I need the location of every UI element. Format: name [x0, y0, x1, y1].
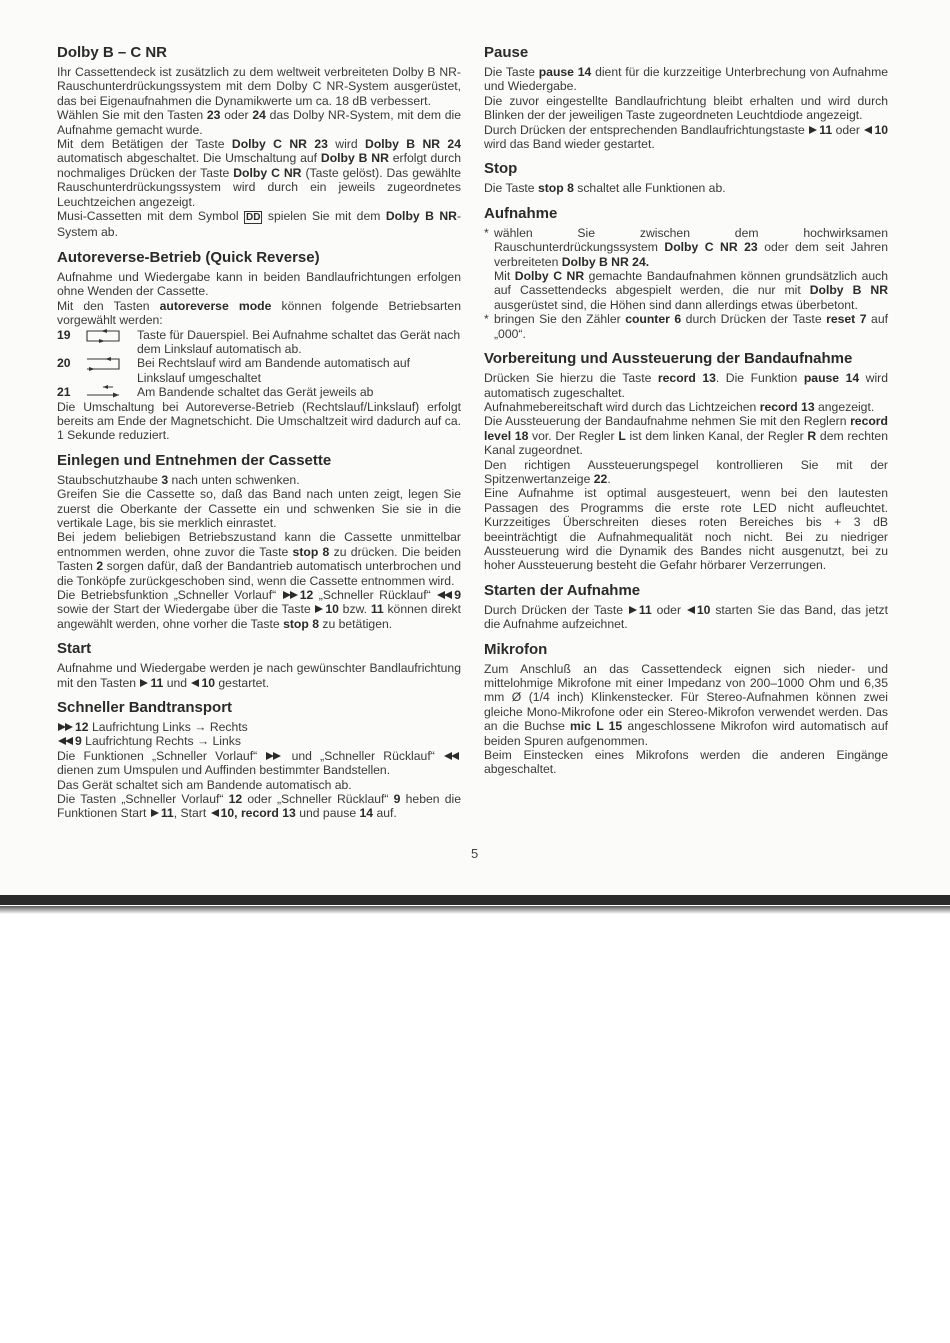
fast-forward-icon	[282, 588, 300, 602]
section-aufnahme	[484, 205, 888, 341]
paragraph: Eine Aufnahme ist optimal ausgesteuert, wenn bei den lautesten Passagen des Programms die erste rote LED nicht aufleuchtet. Kurzzeitiges Überschreiten dieses roten Bereiches bis + 3 dB beeinträchtigt die Aufnahmequalität noch nicht. Bei zu niedriger Aussteuerung wird die Dynamik des Bandes nicht ausgenutzt, bei zu hoher Aussteuerung besteht die Gefahr hörbarer Verzerrungen.	[484, 486, 888, 573]
play-reverse-icon	[211, 809, 219, 817]
rewind-icon	[443, 749, 461, 763]
paragraph: Bei jedem beliebigen Betriebszustand kann die Cassette unmittelbar entnommen werden, ohne zuvor die Taste stop 8 zu drücken. Die beiden Tasten 2 sorgen dafür, daß der Bandantrieb automatisch unterbrochen und die Tonköpfe zurückgeschoben sind, wenn die Cassette entnommen wird.	[57, 530, 462, 588]
play-forward-icon	[315, 605, 323, 613]
list-item: * wählen Sie zwischen dem hochwirksamen Rauschunterdrückungssystem Dolby C NR 23 oder dem seit Jahren verbreiteten Dolby B NR 24. Mit Dolby C NR gemachte Bandaufnahmen können grundsätzlich auch auf Cassettendecks abgespielt werden, die nur mit Dolby B NR ausgerüstet sind, die Höhen sind dann allerdings etwas überbetont.	[484, 225, 889, 312]
heading-dolby: Dolby B – C NR	[57, 44, 168, 61]
paragraph: Die Tasten „Schneller Vorlauf“ 12 oder „Schneller Rücklauf“ 9 heben die Funktionen Start 11, Start 10, record 13 und pause 14 auf.	[57, 792, 461, 821]
heading-autoreverse: Autoreverse-Betrieb (Quick Reverse)	[57, 248, 320, 266]
paragraph: Wählen Sie mit den Tasten 23 oder 24 das Dolby NR-System, mit dem die Aufnahme gemacht wurde.	[57, 108, 462, 137]
paragraph: Die Taste stop 8 schaltet alle Funktionen ab.	[484, 181, 726, 196]
reverse-once-arrow-icon	[79, 356, 137, 370]
section-starten	[484, 582, 888, 632]
paragraph: Drücken Sie hierzu die Taste record 13. Die Funktion pause 14 wird automatisch zugeschaltet.	[484, 371, 889, 400]
paragraph: Zum Anschluß an das Cassettendeck eignen sich nieder- und mittelohmige Mikrofone mit einer Impedanz von 200–1000 Ohm und 6,35 mm Ø (1/4 inch) Klinkenstecker. Für Stereo-Aufnahmen können zwei gleiche Mono-Mikrofone oder ein Stereo-Mikrofon verwendet werden. Das an die Buchse mic L 15 angeschlossene Mikrofon wird automatisch auf beiden Spuren aufgenommen.	[484, 661, 888, 748]
section-vorbereitung	[484, 350, 888, 573]
play-reverse-icon	[687, 606, 695, 614]
dolby-symbol-icon: DD	[246, 212, 261, 224]
paragraph: Die Umschaltung bei Autoreverse-Betrieb (Rechtslauf/Linkslauf) erfolgt bereits am Ende der Magnetschicht. Die Umschaltzeit wird dadurch auf ca. 1 Sekunde reduziert.	[57, 399, 461, 443]
heading-aufnahme: Aufnahme	[484, 204, 558, 222]
play-forward-icon	[809, 126, 817, 134]
rewind-icon	[436, 588, 454, 602]
section-stop	[484, 160, 888, 195]
blank-area	[0, 905, 950, 1343]
paragraph: Durch Drücken der Taste 11 oder 10 starten Sie das Band, das jetzt die Aufnahme aufzeichnet.	[484, 602, 888, 632]
left-column	[57, 44, 461, 830]
play-reverse-icon	[864, 126, 872, 134]
paragraph: Die Betriebsfunktion „Schneller Vorlauf“ 12 „Schneller Rücklauf“ 9 sowie der Start der Wiedergabe über die Taste 10 bzw. 11 können direkt angewählt werden, ohne vorher die Taste stop 8 zu betätigen.	[57, 588, 461, 631]
mode-row-20: 20 Bei Rechtslauf wird am Bandende automatisch auf Linkslauf umgeschaltet	[57, 356, 411, 385]
section-dolby	[57, 44, 461, 240]
heading-vorbereitung: Vorbereitung und Aussteuerung der Bandaufnahme	[484, 350, 853, 368]
play-forward-icon	[151, 809, 159, 817]
mode-row-19: 19 Taste für Dauerspiel. Bei Aufnahme schaltet das Gerät nach dem Linkslauf automatisch ab.	[57, 327, 461, 356]
right-column	[484, 44, 888, 786]
play-forward-icon	[629, 606, 637, 614]
paragraph: Greifen Sie die Cassette so, daß das Band nach unten zeigt, legen Sie zuerst die Oberkante der Cassette ein und schwenken Sie sie in die vertikale Lage, bis sie merklich einrastet.	[57, 487, 461, 530]
paragraph: Die zuvor eingestellte Bandlaufrichtung bleibt erhalten und wird durch Blinken der der jeweiligen Taste zugeordneten Leuchtdiode angezeigt.	[484, 93, 888, 123]
page-number: 5	[471, 846, 479, 861]
heading-mikrofon: Mikrofon	[484, 640, 548, 658]
mode-row-21: 21 Am Bandende schaltet das Gerät jeweils ab	[57, 385, 374, 400]
loop-arrow-icon	[79, 328, 137, 342]
section-autoreverse	[57, 249, 461, 443]
paragraph: 12 Laufrichtung Links → Rechts	[57, 720, 461, 734]
heading-stop: Stop	[484, 160, 518, 178]
fast-forward-icon	[265, 749, 283, 763]
paragraph: Die Funktionen „Schneller Vorlauf“ und „Schneller Rücklauf“ dienen zum Umspulen und Auffinden bestimmter Bandstellen.	[57, 749, 461, 778]
paragraph: Aufnahmebereitschaft wird durch das Lichtzeichen record 13 angezeigt.	[484, 399, 875, 414]
heading-schnell: Schneller Bandtransport	[57, 699, 233, 717]
paragraph: Musi-Cassetten mit dem Symbol DD spielen Sie mit dem Dolby B NR-System ab.	[57, 209, 461, 240]
paragraph: Aufnahme und Wiedergabe werden je nach gewünschter Bandlaufrichtung mit den Tasten 11 und 10 gestartet.	[57, 661, 461, 690]
heading-pause: Pause	[484, 44, 529, 61]
paragraph: Die Taste pause 14 dient für die kurzzeitige Unterbrechung von Aufnahme und Wiedergabe.	[484, 65, 889, 94]
rewind-icon	[57, 734, 75, 748]
heading-starten: Starten der Aufnahme	[484, 581, 641, 599]
heading-start: Start	[57, 640, 92, 658]
fast-forward-icon	[57, 720, 75, 734]
paragraph: Durch Drücken der entsprechenden Bandlaufrichtungstaste 11 oder 10 wird das Band wieder gestartet.	[484, 122, 888, 152]
paragraph: Das Gerät schaltet sich am Bandende automatisch ab.	[57, 777, 352, 792]
paragraph: 9 Laufrichtung Rechts → Links	[57, 734, 461, 748]
section-schnell	[57, 699, 461, 821]
paragraph: Beim Einstecken eines Mikrofons werden die anderen Eingänge abgeschaltet.	[484, 748, 888, 777]
paragraph: Den richtigen Aussteuerungspegel kontrollieren Sie mit der Spitzenwertanzeige 22.	[484, 457, 888, 486]
section-pause	[484, 44, 888, 151]
section-einlegen	[57, 452, 461, 631]
section-start	[57, 640, 461, 690]
list-item: * bringen Sie den Zähler counter 6 durch Drücken der Taste reset 7 auf „000“.	[484, 312, 888, 341]
play-reverse-icon	[191, 679, 199, 687]
one-way-arrow-icon	[79, 385, 137, 399]
section-mikrofon	[484, 641, 888, 777]
paragraph: Mit den Tasten autoreverse mode können folgende Betriebsarten vorgewählt werden:	[57, 298, 461, 328]
paragraph: Die Aussteuerung der Bandaufnahme nehmen Sie mit den Reglern record level 18 vor. Der Regler L ist dem linken Kanal, der Regler R dem rechten Kanal zugeordnet.	[484, 414, 888, 458]
paragraph: Ihr Cassettendeck ist zusätzlich zu dem weltweit verbreiteten Dolby B NR-Rauschunterdrückungssystem mit dem Dolby C NR-System ausgerüstet, das bei Eigenaufnahmen die Dynamikwerte um ca. 18 dB verbessert.	[57, 65, 461, 108]
paragraph: Mit dem Betätigen der Taste Dolby C NR 23 wird Dolby B NR 24 automatisch abgeschaltet. Die Umschaltung auf Dolby B NR erfolgt durch nochmaliges Drücken der Taste Dolby C NR (Taste gelöst). Das gewählte Rauschunterdrückungssystem wird durch ein jeweils zugeordnetes Leuchtzeichen angezeigt.	[57, 137, 461, 209]
scan-shadow	[0, 906, 950, 914]
heading-einlegen: Einlegen und Entnehmen der Cassette	[57, 451, 332, 469]
paragraph: Staubschutzhaube 3 nach unten schwenken.	[57, 472, 300, 487]
paragraph: Aufnahme und Wiedergabe kann in beiden Bandlaufrichtungen erfolgen ohne Wenden der Cassette.	[57, 269, 461, 299]
play-forward-icon	[140, 679, 148, 687]
